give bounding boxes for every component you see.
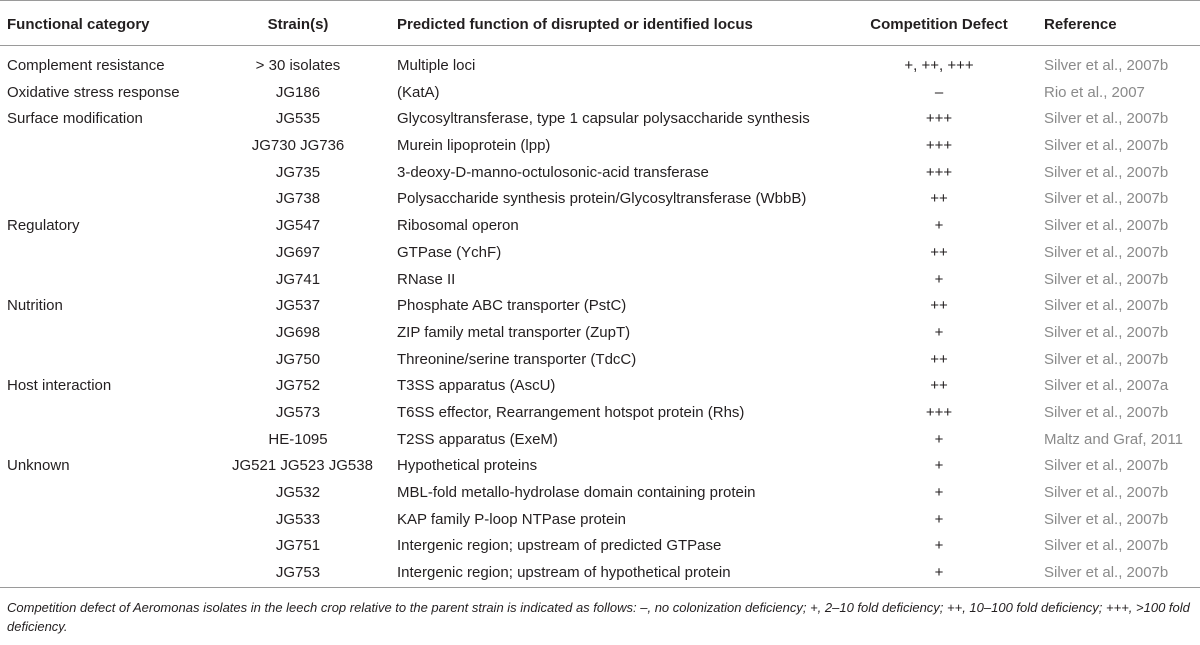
cell-competition-defect: + [934,217,944,235]
cell-reference: Silver et al., 2007a [1044,377,1169,395]
cell-predicted-function: Hypothetical proteins [397,457,538,475]
cell-competition-defect: +++ [925,137,953,155]
cell-predicted-function: ZIP family metal transporter (ZupT) [397,323,631,341]
cell-strains: JG750 [275,350,321,368]
header-strains: Strain(s) [267,16,329,33]
table-body [0,53,1200,587]
cell-functional-category: Host interaction [7,377,112,395]
cell-competition-defect: ++ [930,377,948,395]
cell-competition-defect: +++ [925,403,953,421]
cell-competition-defect: + [934,323,944,341]
table-row [0,160,1200,187]
table-row [0,480,1200,507]
table-row [0,53,1200,80]
table-row [0,133,1200,160]
cell-reference: Maltz and Graf, 2011 [1044,430,1183,448]
cell-reference: Silver et al., 2007b [1044,137,1169,155]
table-row [0,320,1200,347]
table-header-row [0,0,1200,45]
cell-competition-defect: + [934,537,944,555]
cell-strains: JG697 [275,243,321,261]
cell-predicted-function: (KatA) [397,83,440,101]
table-row [0,427,1200,454]
cell-strains: JG738 [275,190,321,208]
cell-predicted-function: KAP family P-loop NTPase protein [397,510,626,528]
cell-strains: JG735 [275,163,321,181]
cell-strains: HE-1095 [268,430,328,448]
table-row [0,80,1200,107]
cell-functional-category: Unknown [7,457,70,475]
header-reference: Reference [1044,16,1117,33]
cell-reference: Silver et al., 2007b [1044,57,1169,74]
cell-predicted-function: MBL-fold metallo-hydrolase domain containing protein [397,484,756,501]
header-predicted-function: Predicted function of disrupted or identified locus [397,16,753,33]
cell-predicted-function: Intergenic region; upstream of hypothetical protein [397,564,731,582]
cell-predicted-function: T6SS effector, Rearrangement hotspot protein (Rhs) [397,403,745,421]
cell-predicted-function: Ribosomal operon [397,217,519,235]
cell-reference: Silver et al., 2007b [1044,403,1169,421]
cell-reference: Silver et al., 2007b [1044,190,1169,208]
cell-predicted-function: Polysaccharide synthesis protein/Glycosyltransferase (WbbB) [397,190,807,208]
cell-competition-defect: + [934,510,944,528]
cell-reference: Silver et al., 2007b [1044,270,1169,288]
cell-competition-defect: ++ [930,190,948,208]
cell-strains: > 30 isolates [255,57,341,74]
cell-strains: JG533 [275,510,321,528]
cell-competition-defect: +, ++, +++ [904,57,974,74]
cell-reference: Silver et al., 2007b [1044,457,1169,475]
cell-predicted-function: Threonine/serine transporter (TdcC) [397,350,637,368]
cell-predicted-function: Intergenic region; upstream of predicted GTPase [397,537,722,555]
cell-predicted-function: Glycosyltransferase, type 1 capsular polysaccharide synthesis [397,110,810,128]
cell-functional-category: Regulatory [7,217,80,235]
cell-reference: Silver et al., 2007b [1044,537,1169,555]
table-row [0,373,1200,400]
cell-predicted-function: Multiple loci [397,57,476,74]
cell-strains: JG532 [275,484,321,501]
cell-competition-defect: – [934,83,944,101]
cell-reference: Silver et al., 2007b [1044,110,1169,128]
cell-strains: JG730 JG736 [251,137,345,155]
cell-predicted-function: RNase II [397,270,456,288]
cell-predicted-function: Murein lipoprotein (lpp) [397,137,551,155]
cell-strains: JG537 [275,297,321,315]
cell-reference: Silver et al., 2007b [1044,297,1169,315]
cell-competition-defect: ++ [930,297,948,315]
cell-reference: Silver et al., 2007b [1044,243,1169,261]
cell-reference: Silver et al., 2007b [1044,217,1169,235]
cell-strains: JG521 JG523 JG538 [232,457,373,475]
table-bottom-rule [0,587,1200,588]
cell-reference: Silver et al., 2007b [1044,510,1169,528]
cell-competition-defect: + [934,457,944,475]
cell-predicted-function: GTPase (YchF) [397,243,502,261]
cell-reference: Rio et al., 2007 [1044,83,1145,101]
cell-reference: Silver et al., 2007b [1044,163,1169,181]
table-row [0,240,1200,267]
table-footnote: Competition defect of Aeromonas isolates in the leech crop relative to the parent strain is indicated as follows: –, no colonization deficiency; +, 2–10 fold deficiency; ++, 10–100 fold deficiency; +++, >100 fold deficiency. [7,600,1190,634]
cell-strains: JG547 [275,217,321,235]
cell-predicted-function: Phosphate ABC transporter (PstC) [397,297,627,315]
table-row [0,267,1200,294]
cell-strains: JG751 [275,537,321,555]
cell-predicted-function: T3SS apparatus (AscU) [397,377,556,395]
cell-competition-defect: +++ [925,163,953,181]
table-row [0,213,1200,240]
cell-strains: JG741 [275,270,321,288]
cell-competition-defect: + [934,484,944,501]
table-row [0,293,1200,320]
cell-predicted-function: 3-deoxy-D-manno-octulosonic-acid transferase [397,163,709,181]
table-header-rule [0,45,1200,46]
cell-reference: Silver et al., 2007b [1044,350,1169,368]
cell-reference: Silver et al., 2007b [1044,564,1169,582]
table-row [0,507,1200,534]
cell-functional-category: Surface modification [7,110,143,128]
cell-competition-defect: ++ [930,243,948,261]
cell-functional-category: Oxidative stress response [7,83,180,101]
table-row [0,106,1200,133]
cell-strains: JG573 [275,403,321,421]
cell-strains: JG535 [275,110,321,128]
cell-competition-defect: +++ [925,110,953,128]
cell-functional-category: Complement resistance [7,57,165,74]
table-row [0,533,1200,560]
table-row [0,347,1200,374]
cell-strains: JG752 [275,377,321,395]
table-row [0,400,1200,427]
cell-competition-defect: + [934,564,944,582]
cell-strains: JG186 [275,83,321,101]
cell-reference: Silver et al., 2007b [1044,323,1169,341]
table-row [0,560,1200,587]
table-row [0,186,1200,213]
cell-competition-defect: + [934,430,944,448]
cell-strains: JG753 [275,564,321,582]
header-competition-defect: Competition Defect [870,16,1008,33]
cell-functional-category: Nutrition [7,297,63,315]
cell-competition-defect: ++ [930,350,948,368]
header-functional-category: Functional category [7,16,150,33]
table-row [0,453,1200,480]
cell-reference: Silver et al., 2007b [1044,484,1169,501]
cell-strains: JG698 [275,323,321,341]
cell-competition-defect: + [934,270,944,288]
cell-predicted-function: T2SS apparatus (ExeM) [397,430,558,448]
